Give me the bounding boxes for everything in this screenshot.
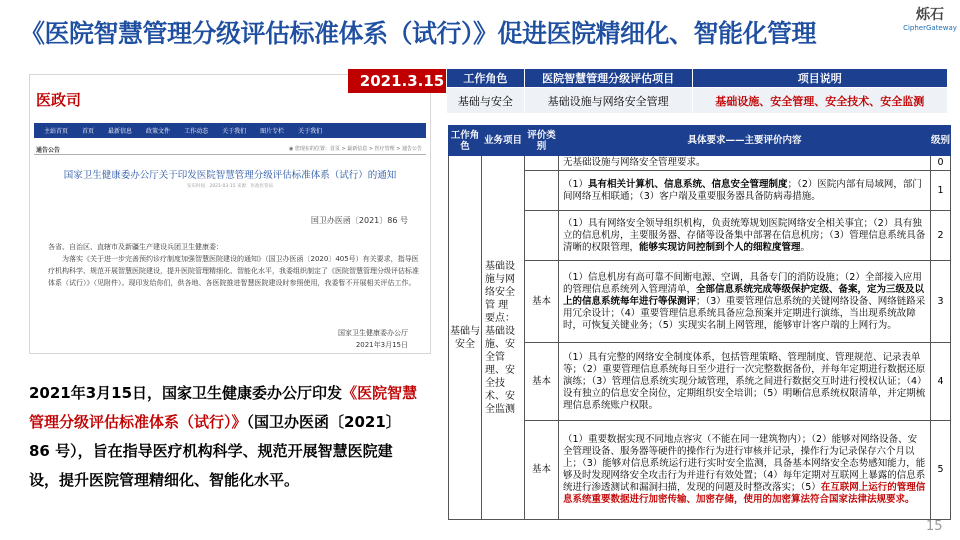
date-tag: 2021.3.15 [348, 69, 456, 93]
column-header: 级别 [931, 126, 951, 156]
document-signature [338, 327, 408, 351]
table-row [449, 421, 951, 520]
document-screenshot [29, 72, 445, 354]
breadcrumb: ◉ 您现在的位置：首页 > 最新信息 > 医疗管理 > 通告公告 [288, 146, 422, 152]
brand-logo [900, 6, 960, 42]
requirement-fragment: （1）具有网络安全领导组织机构，负责统筹规划医院网络安全相关事宜；（2）具有独立的信息机房，主要服务器、存储等设备集中部署在信息机房；（3）管理信息系统具备清晰的权限管理， [563, 217, 926, 253]
signature-date: 2021年3月15日 [355, 341, 408, 349]
nav-item[interactable]: 关于我们 [298, 128, 323, 135]
requirement-fragment: 全部信息系统完成等级保护定级、备案，定为三级及以上的信息系统每年进行等保测评 [563, 283, 925, 307]
nav-item[interactable]: 图片专栏 [260, 128, 285, 135]
requirement-text [559, 171, 931, 211]
requirement-fragment: （1）具有完整的网络安全制度体系，包括管理策略、管理制度、管理规范、记录表单等；（2）重要管理信息系统每日至少进行一次完整数据备份，并每年定期进行数据还原演练；（3）管理信息系统实现分域管理，系统之间进行数据交互时进行授权认证；（4）设有独立的信息安全岗位，定期组织安全培训；（5）明晰信息系统权限清单，并定期梳理信息系统账户权限。 [563, 351, 926, 411]
notice-label: 通告公告 [36, 147, 61, 154]
category-cell: 基本 [525, 421, 559, 520]
divider [34, 154, 426, 155]
page-number: 15 [926, 519, 943, 534]
category-cell: 基本 [525, 343, 559, 421]
table-row [449, 261, 951, 343]
column-header: 医院智慧管理分级评估项目 [524, 69, 692, 88]
requirement-fragment: （1）信息机房有高可靠不间断电源、空调，具备专门的消防设施；（2）全部接入应用的管理信息系统列入管理清单， [563, 271, 922, 295]
column-header: 业务项目 [482, 126, 525, 156]
role-cell: 基础与安全 [447, 88, 525, 114]
nav-item[interactable]: 政策文件 [146, 128, 171, 135]
nav-item[interactable]: 最新信息 [108, 128, 133, 135]
requirements-table [448, 125, 951, 520]
requirement-fragment: 无基础设施与网络安全管理要求。 [563, 157, 706, 168]
logo-text: 烁石 [916, 7, 944, 23]
requirement-fragment: 具有相关计算机、信息系统、信息安全管理制度 [588, 178, 788, 190]
column-header: 具体要求——主要评价内容 [559, 126, 931, 156]
requirement-fragment: 在互联网上运行的管理信息系统重要数据进行加密传输、加密存储，使用的加密算法符合国家法律法规要求。 [563, 482, 926, 505]
business-cell: 基础设施与网络安全管 理 要点：基础设施、安全管理、安全技术、安全监测 [482, 156, 525, 520]
department-name: 医政司 [36, 91, 82, 109]
requirement-fragment: ；（2）医院内部有局域网，部门间网络互相联通；（3）客户端及重要服务器具备防病毒措施。 [563, 178, 922, 202]
overview-table [446, 68, 948, 114]
requirement-fragment: ；（3）重要管理信息系统的关键网络设备、网络链路采用冗余设计；（4）重要管理信息系统具备应急预案并定期进行演练，当出现系统故障时，可恢复关键业务；（5）实现实名制上网管理，能够审计客户端的上网行为。 [563, 295, 926, 331]
level-cell: 1 [931, 171, 951, 211]
document-body: 各省、自治区、直辖市及新疆生产建设兵团卫生健康委： 为落实《关于进一步完善预约诊疗制度加强智慧医院建设的通知》（国卫办医函〔2020〕405号）有关要求，指导医疗机构科学、规范开展智慧医院建设，提升医院管理精细化、智能化水平，我委组织制定了《医院智慧管理分级评估标准体系（试行）》（见附件）。现印发给你们，供各地、各医院推进智慧医院建设时参照使用，我委暂不开展相关评估工作。 [48, 243, 419, 287]
item-cell: 基础设施与网络安全管理 [524, 88, 692, 114]
level-cell: 4 [931, 343, 951, 421]
table-row [449, 156, 951, 171]
summary-text [29, 379, 421, 495]
level-cell: 2 [931, 211, 951, 261]
requirement-text [559, 211, 931, 261]
column-header: 工作角色 [449, 126, 482, 156]
requirement-fragment: 。 [800, 241, 811, 253]
requirement-text [559, 156, 931, 171]
column-header: 工作角色 [447, 69, 525, 88]
category-cell: 基本 [525, 261, 559, 343]
document-number: 国卫办医函〔2021〕86 号 [310, 216, 408, 225]
column-header: 项目说明 [692, 69, 948, 88]
requirement-text [559, 261, 931, 343]
requirement-fragment: （1）重要数据实现不同地点容灾（不能在同一建筑物内）；（2）能够对网络设备、安全管理设备、服务器等硬件的操作行为进行审核并记录，操作行为记录保存六个月以上；（3）能够对信息系统运行进行实时安全监测，具备基本网络安全态势感知能力，能够及时发现网络安全攻击行为并进行有效处置；（4）每年定期对互联网上暴露的信息系统进行渗透测试和漏洞扫描，发现的问题及时整改落实；（5） [563, 434, 926, 493]
nav-item[interactable]: 关于我们 [222, 128, 247, 135]
document-heading: 国家卫生健康委办公厅关于印发医院智慧管理分级评估标准体系（试行）的通知 [63, 170, 397, 181]
nav-item[interactable]: 主站首页 [44, 128, 69, 135]
table-row [449, 211, 951, 261]
nav-item[interactable]: 首页 [82, 128, 95, 135]
site-nav [34, 123, 426, 138]
column-header: 评价类别 [525, 126, 559, 156]
slide-title: 《医院智慧管理分级评估标准体系（试行）》促进医院精细化、智能化管理 [20, 19, 817, 48]
level-cell: 3 [931, 261, 951, 343]
summary-doc-name: 《医院智慧管理分级评估标准体系（试行）》 [29, 384, 418, 431]
logo-subtext: CipherGateway [903, 24, 957, 32]
summary-part2: （国卫办医函〔2021〕86 号），旨在指导医疗机构科学、规范开展智慧医院建设，提升医院管理精细化、智能化水平。 [29, 413, 401, 489]
nav-item[interactable]: 工作动态 [184, 128, 209, 135]
description-cell: 基础设施、安全管理、安全技术、安全监测 [692, 88, 948, 114]
level-cell: 5 [931, 421, 951, 520]
level-cell: 0 [931, 156, 951, 171]
requirement-fragment: （1） [563, 178, 589, 190]
role-cell: 基础与安全 [449, 156, 482, 520]
requirement-text [559, 421, 931, 520]
summary-part1: 2021年3月15日，国家卫生健康委办公厅印发 [29, 384, 343, 402]
table-row [449, 171, 951, 211]
table-row [449, 343, 951, 421]
requirement-fragment: 能够实现访问控制到个人的细粒度管理 [639, 241, 801, 253]
signature-org: 国家卫生健康委办公厅 [338, 329, 408, 337]
document-meta: 发布时间：2021-03-15 来源：医政医管局 [186, 184, 274, 189]
requirement-text [559, 343, 931, 421]
